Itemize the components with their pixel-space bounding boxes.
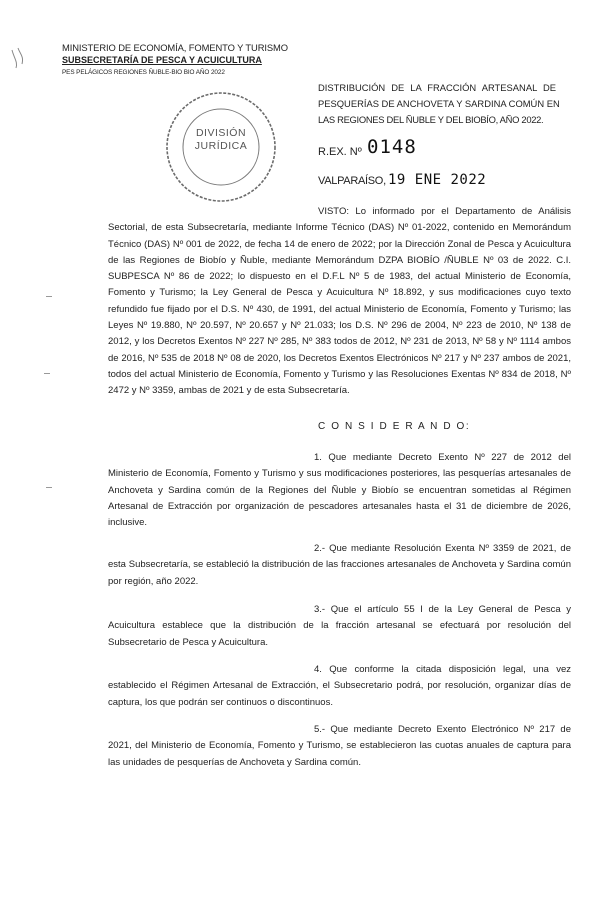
resolution-label: R.EX. Nº	[318, 146, 362, 158]
margin-tick	[46, 296, 52, 297]
resolution-number: 0148	[367, 136, 417, 158]
header-ministry: MINISTERIO DE ECONOMÍA, FOMENTO Y TURISMO	[62, 42, 288, 53]
considerando-heading: C O N S I D E R A N D O:	[318, 421, 471, 432]
division-juridica-stamp	[162, 88, 280, 206]
stamp-line-2: JURÍDICA	[194, 140, 248, 152]
document-title-line-3: LAS REGIONES DEL ÑUBLE Y DEL BIOBÍO, AÑO 2022.	[318, 114, 544, 125]
considerando-item: 3.- Que el artículo 55 I de la Ley General de Pesca y Acuicultura establece que la distribución de la fracción artesanal se efectuará por resolución del Subsecretario de Pesca y Acuicultura.	[108, 604, 571, 648]
margin-tick	[46, 487, 52, 488]
header-reference: PES PELÁGICOS REGIONES ÑUBLE-BIO BIO AÑO 2022	[62, 69, 225, 76]
margin-pen-mark	[8, 44, 30, 78]
resolution-date: 19 ENE 2022	[388, 172, 487, 188]
considerando-item: 4. Que conforme la citada disposición legal, una vez establecido el Régimen Artesanal de Extracción, el Subsecretario podrá, por resolución, organizar días de captura, los que podrán ser continuos o discontinuos.	[108, 664, 571, 708]
visto-paragraph: VISTO: Lo informado por el Departamento de Análisis Sectorial, de esta Subsecretaría, mediante Informe Técnico (DAS) Nº 01-2022, contenido en Memorándum Técnico (DAS) Nº 001 de 2022, de fecha 14 de enero de 2022; por la Dirección Zonal de Pesca y Acuicultura de las Regiones de Biobío y Ñuble, mediante Memorándum DZPA BIOBÍO /ÑUBLE Nº 03 de 2022. C.I. SUBPESCA Nº 86 de 2022; lo dispuesto en el D.F.L Nº 5 de 1983, del actual Ministerio de Economía, Fomento y Turismo; la Ley General de Pesca y Acuicultura Nº 18.892, y sus modificaciones cuyo texto refundido fue fijado por el D.S. Nº 430, de 1991, del actual Ministerio de Economía, Fomento y Turismo; las Leyes Nº 19.880, Nº 20.597, Nº 20.657 y Nº 21.033; los D.S. Nº 296 de 2004, Nº 223 de 2010, Nº 138 de 2012, y los Decretos Exentos Nº 227 Nº 285, Nº 383 todos de 2012, Nº 231 de 2013, Nº 58 y Nº 1114 ambos de 2016, Nº 535 de 2018 Nº 08 de 2020, los Decretos Exentos Electrónicos Nº 217 y Nº 237 ambos de 2021, todos del actual Ministerio de Economía, Fomento y Turismo y las Resoluciones Exentas Nº 834 de 2018, Nº 2472 y Nº 3359, ambas de 2021 y de esta Subsecretaría.	[108, 206, 571, 397]
stamp-line-1: DIVISIÓN	[195, 127, 247, 139]
considerando-item: 1. Que mediante Decreto Exento Nº 227 de 2012 del Ministerio de Economía, Fomento y Turismo y sus modificaciones posteriores, las pesquerías artesanales de Anchoveta y Sardina común de la Regiones del Ñuble y Biobío se encuentran sometidas al Régimen Artesanal de Extracción por organización de pescadores artesanales hasta el 31 de diciembre de 2026, inclusive.	[108, 452, 571, 529]
margin-tick	[44, 373, 50, 374]
document-title-line-1: DISTRIBUCIÓN DE LA FRACCIÓN ARTESANAL DE	[318, 82, 556, 93]
considerando-item: 2.- Que mediante Resolución Exenta Nº 3359 de 2021, de esta Subsecretaría, se estableció la distribución de las fracciones artesanales de Anchoveta y Sardina común por región, año 2022.	[108, 543, 571, 587]
considerando-item: 5.- Que mediante Decreto Exento Electrónico Nº 217 de 2021, del Ministerio de Economía, Fomento y Turismo, se establecieron las cuotas anuales de captura para las unidades de pesquerías de Anchoveta y Sardina común.	[108, 724, 571, 768]
header-subsecretaria: SUBSECRETARÍA DE PESCA Y ACUICULTURA	[62, 55, 262, 65]
resolution-city: VALPARAÍSO,	[318, 175, 386, 187]
document-title-line-2: PESQUERÍAS DE ANCHOVETA Y SARDINA COMÚN EN	[318, 98, 560, 109]
